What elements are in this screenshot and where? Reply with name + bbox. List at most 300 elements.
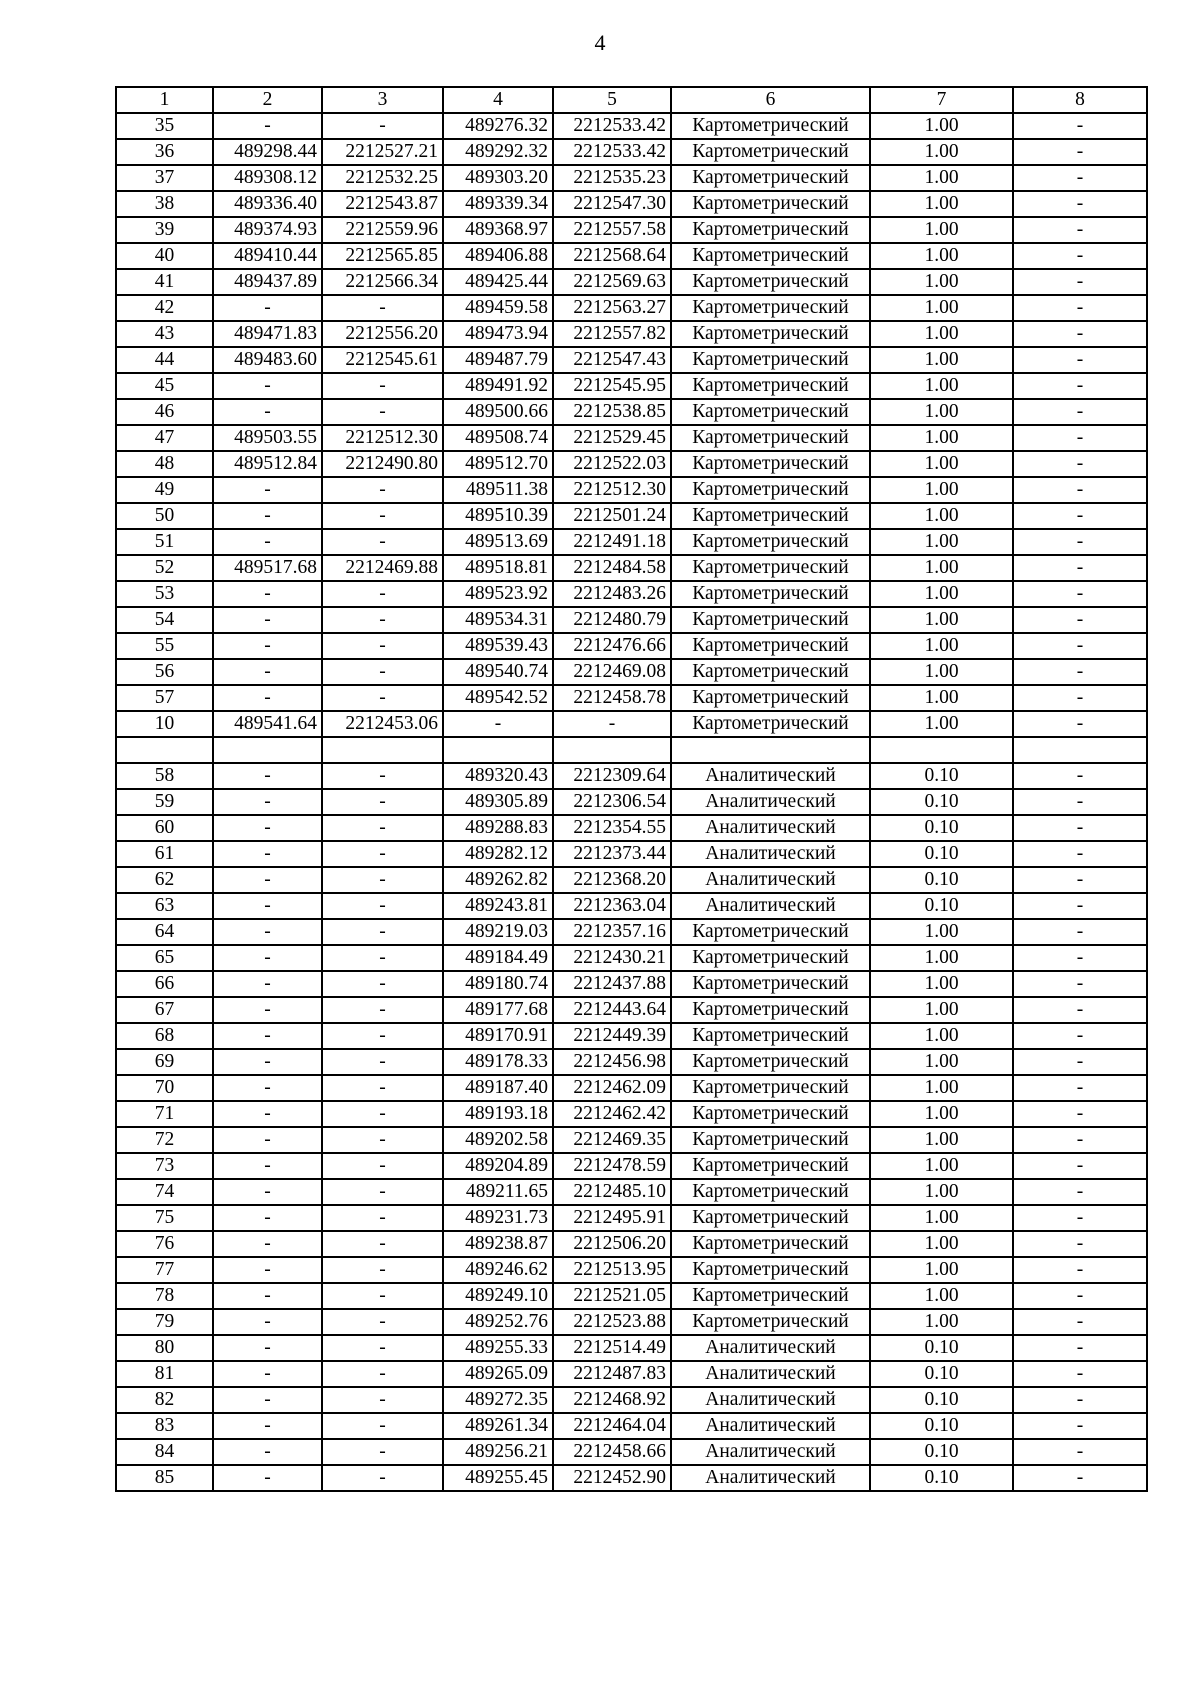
cell-method: Картометрический bbox=[671, 373, 870, 399]
cell-note: - bbox=[1013, 815, 1147, 841]
cell-new-x: 489170.91 bbox=[443, 1023, 553, 1049]
column-header: 1 bbox=[116, 87, 213, 113]
cell-old-y: - bbox=[322, 1205, 443, 1231]
cell-old-x: - bbox=[213, 1465, 322, 1491]
cell-method: Картометрический bbox=[671, 243, 870, 269]
cell-old-x: - bbox=[213, 1439, 322, 1465]
cell-note: - bbox=[1013, 1205, 1147, 1231]
cell-old-x: 489336.40 bbox=[213, 191, 322, 217]
cell-note: - bbox=[1013, 165, 1147, 191]
cell-new-y: 2212506.20 bbox=[553, 1231, 671, 1257]
cell-new-x: 489204.89 bbox=[443, 1153, 553, 1179]
cell-old-y: - bbox=[322, 295, 443, 321]
cell-new-x: 489265.09 bbox=[443, 1361, 553, 1387]
cell-accuracy: 0.10 bbox=[870, 1465, 1013, 1491]
cell-new-x: 489425.44 bbox=[443, 269, 553, 295]
cell-old-x: - bbox=[213, 1335, 322, 1361]
cell-new-y: 2212568.64 bbox=[553, 243, 671, 269]
table-row bbox=[116, 451, 1147, 477]
cell-accuracy: 1.00 bbox=[870, 425, 1013, 451]
cell-point-number: 80 bbox=[116, 1335, 213, 1361]
cell-point-number: 51 bbox=[116, 529, 213, 555]
cell-new-y: 2212557.82 bbox=[553, 321, 671, 347]
cell-accuracy: 0.10 bbox=[870, 1335, 1013, 1361]
column-header: 3 bbox=[322, 87, 443, 113]
cell-accuracy: 1.00 bbox=[870, 1205, 1013, 1231]
cell-point-number: 39 bbox=[116, 217, 213, 243]
cell-old-y: - bbox=[322, 113, 443, 139]
cell-note: - bbox=[1013, 659, 1147, 685]
cell-accuracy: 1.00 bbox=[870, 1023, 1013, 1049]
cell-old-y: 2212565.85 bbox=[322, 243, 443, 269]
table-row bbox=[116, 529, 1147, 555]
cell-accuracy: 0.10 bbox=[870, 867, 1013, 893]
cell-old-y: - bbox=[322, 945, 443, 971]
table-row bbox=[116, 789, 1147, 815]
cell-note: - bbox=[1013, 1231, 1147, 1257]
cell-point-number: 41 bbox=[116, 269, 213, 295]
cell-method: Картометрический bbox=[671, 945, 870, 971]
cell-note: - bbox=[1013, 425, 1147, 451]
cell-old-x: - bbox=[213, 971, 322, 997]
cell-old-y: - bbox=[322, 399, 443, 425]
table-row bbox=[116, 191, 1147, 217]
table-row bbox=[116, 503, 1147, 529]
cell-new-y: 2212462.42 bbox=[553, 1101, 671, 1127]
table-row bbox=[116, 217, 1147, 243]
cell-method: Картометрический bbox=[671, 1075, 870, 1101]
cell-note: - bbox=[1013, 1335, 1147, 1361]
cell-accuracy: 0.10 bbox=[870, 815, 1013, 841]
cell-note: - bbox=[1013, 347, 1147, 373]
cell-new-y: 2212452.90 bbox=[553, 1465, 671, 1491]
cell-new-y: 2212430.21 bbox=[553, 945, 671, 971]
cell-method: Картометрический bbox=[671, 1101, 870, 1127]
cell-method: Картометрический bbox=[671, 191, 870, 217]
cell-method: Картометрический bbox=[671, 425, 870, 451]
cell-new-y: 2212547.30 bbox=[553, 191, 671, 217]
cell-accuracy: 1.00 bbox=[870, 139, 1013, 165]
cell-old-y: - bbox=[322, 1309, 443, 1335]
cell-method: Картометрический bbox=[671, 1127, 870, 1153]
cell-accuracy: 1.00 bbox=[870, 555, 1013, 581]
cell-accuracy: 0.10 bbox=[870, 893, 1013, 919]
cell-method: Аналитический bbox=[671, 841, 870, 867]
cell-note: - bbox=[1013, 945, 1147, 971]
cell-old-x: 489308.12 bbox=[213, 165, 322, 191]
cell-new-y: 2212363.04 bbox=[553, 893, 671, 919]
cell-note: - bbox=[1013, 607, 1147, 633]
cell-new-x: 489513.69 bbox=[443, 529, 553, 555]
cell-old-y: - bbox=[322, 685, 443, 711]
cell-method: Картометрический bbox=[671, 399, 870, 425]
table-row bbox=[116, 425, 1147, 451]
cell-accuracy: 0.10 bbox=[870, 789, 1013, 815]
coordinates-table bbox=[115, 86, 1148, 1492]
cell-new-y: 2212480.79 bbox=[553, 607, 671, 633]
cell-accuracy: 1.00 bbox=[870, 919, 1013, 945]
cell-note: - bbox=[1013, 789, 1147, 815]
cell-accuracy bbox=[870, 737, 1013, 763]
cell-accuracy: 1.00 bbox=[870, 659, 1013, 685]
cell-note: - bbox=[1013, 1257, 1147, 1283]
cell-accuracy: 1.00 bbox=[870, 711, 1013, 737]
cell-old-x: - bbox=[213, 815, 322, 841]
cell-method: Картометрический bbox=[671, 477, 870, 503]
cell-old-y: - bbox=[322, 1335, 443, 1361]
table-row bbox=[116, 113, 1147, 139]
cell-new-y bbox=[553, 737, 671, 763]
cell-old-x: - bbox=[213, 1257, 322, 1283]
cell-method: Картометрический bbox=[671, 503, 870, 529]
cell-point-number: 78 bbox=[116, 1283, 213, 1309]
cell-method: Картометрический bbox=[671, 139, 870, 165]
cell-point-number: 79 bbox=[116, 1309, 213, 1335]
cell-new-x: 489261.34 bbox=[443, 1413, 553, 1439]
cell-method: Картометрический bbox=[671, 555, 870, 581]
cell-new-x: 489339.34 bbox=[443, 191, 553, 217]
cell-accuracy: 1.00 bbox=[870, 529, 1013, 555]
cell-method: Картометрический bbox=[671, 1205, 870, 1231]
cell-new-x: 489252.76 bbox=[443, 1309, 553, 1335]
cell-old-y: - bbox=[322, 1387, 443, 1413]
cell-new-y: 2212437.88 bbox=[553, 971, 671, 997]
table-row bbox=[116, 867, 1147, 893]
cell-point-number: 42 bbox=[116, 295, 213, 321]
cell-new-y: 2212468.92 bbox=[553, 1387, 671, 1413]
cell-point-number: 83 bbox=[116, 1413, 213, 1439]
cell-new-y: 2212456.98 bbox=[553, 1049, 671, 1075]
cell-new-x: 489540.74 bbox=[443, 659, 553, 685]
table-row bbox=[116, 1127, 1147, 1153]
cell-point-number: 48 bbox=[116, 451, 213, 477]
cell-old-y: - bbox=[322, 997, 443, 1023]
table-row bbox=[116, 685, 1147, 711]
cell-old-x: 489517.68 bbox=[213, 555, 322, 581]
cell-old-x: - bbox=[213, 685, 322, 711]
cell-old-y: 2212532.25 bbox=[322, 165, 443, 191]
cell-accuracy: 0.10 bbox=[870, 1361, 1013, 1387]
cell-new-x: 489305.89 bbox=[443, 789, 553, 815]
table-row bbox=[116, 737, 1147, 763]
cell-new-y: 2212485.10 bbox=[553, 1179, 671, 1205]
cell-old-x: - bbox=[213, 1361, 322, 1387]
cell-new-y: 2212523.88 bbox=[553, 1309, 671, 1335]
cell-note: - bbox=[1013, 1153, 1147, 1179]
cell-old-y: - bbox=[322, 867, 443, 893]
table-row bbox=[116, 893, 1147, 919]
cell-old-y: 2212490.80 bbox=[322, 451, 443, 477]
cell-old-y: - bbox=[322, 1023, 443, 1049]
cell-old-x: - bbox=[213, 503, 322, 529]
cell-accuracy: 1.00 bbox=[870, 347, 1013, 373]
cell-note: - bbox=[1013, 1465, 1147, 1491]
table-row bbox=[116, 1387, 1147, 1413]
cell-note: - bbox=[1013, 295, 1147, 321]
cell-point-number bbox=[116, 737, 213, 763]
cell-old-y: - bbox=[322, 893, 443, 919]
cell-new-x: 489177.68 bbox=[443, 997, 553, 1023]
cell-accuracy: 1.00 bbox=[870, 1153, 1013, 1179]
cell-point-number: 81 bbox=[116, 1361, 213, 1387]
cell-note: - bbox=[1013, 503, 1147, 529]
cell-old-y: - bbox=[322, 1257, 443, 1283]
cell-new-x: 489202.58 bbox=[443, 1127, 553, 1153]
column-header: 6 bbox=[671, 87, 870, 113]
cell-method: Аналитический bbox=[671, 1335, 870, 1361]
cell-new-y: 2212533.42 bbox=[553, 113, 671, 139]
cell-point-number: 52 bbox=[116, 555, 213, 581]
cell-old-y: 2212566.34 bbox=[322, 269, 443, 295]
cell-new-x: 489512.70 bbox=[443, 451, 553, 477]
cell-new-y: 2212521.05 bbox=[553, 1283, 671, 1309]
table-row bbox=[116, 1335, 1147, 1361]
column-header: 7 bbox=[870, 87, 1013, 113]
cell-new-y: 2212569.63 bbox=[553, 269, 671, 295]
cell-old-y: - bbox=[322, 1283, 443, 1309]
table-row bbox=[116, 1049, 1147, 1075]
cell-old-y: 2212559.96 bbox=[322, 217, 443, 243]
cell-old-y: - bbox=[322, 1049, 443, 1075]
cell-method: Картометрический bbox=[671, 1231, 870, 1257]
table-row bbox=[116, 1413, 1147, 1439]
cell-new-y: 2212563.27 bbox=[553, 295, 671, 321]
table-row bbox=[116, 763, 1147, 789]
cell-new-x: 489320.43 bbox=[443, 763, 553, 789]
cell-note: - bbox=[1013, 1049, 1147, 1075]
cell-note: - bbox=[1013, 1413, 1147, 1439]
cell-note: - bbox=[1013, 1075, 1147, 1101]
cell-old-x: - bbox=[213, 1127, 322, 1153]
cell-method: Картометрический bbox=[671, 711, 870, 737]
cell-new-y: 2212484.58 bbox=[553, 555, 671, 581]
cell-point-number: 60 bbox=[116, 815, 213, 841]
cell-new-y: 2212535.23 bbox=[553, 165, 671, 191]
table-row bbox=[116, 659, 1147, 685]
cell-accuracy: 1.00 bbox=[870, 1049, 1013, 1075]
cell-accuracy: 1.00 bbox=[870, 373, 1013, 399]
cell-old-y: - bbox=[322, 477, 443, 503]
cell-new-y: 2212478.59 bbox=[553, 1153, 671, 1179]
cell-old-x: - bbox=[213, 477, 322, 503]
cell-new-x: 489303.20 bbox=[443, 165, 553, 191]
cell-point-number: 63 bbox=[116, 893, 213, 919]
table-row bbox=[116, 1309, 1147, 1335]
cell-point-number: 55 bbox=[116, 633, 213, 659]
cell-new-x: 489487.79 bbox=[443, 347, 553, 373]
cell-accuracy: 1.00 bbox=[870, 217, 1013, 243]
cell-new-x: 489246.62 bbox=[443, 1257, 553, 1283]
cell-method: Картометрический bbox=[671, 321, 870, 347]
cell-point-number: 71 bbox=[116, 1101, 213, 1127]
cell-accuracy: 0.10 bbox=[870, 1413, 1013, 1439]
cell-old-y bbox=[322, 737, 443, 763]
cell-old-y: - bbox=[322, 373, 443, 399]
cell-old-y: 2212543.87 bbox=[322, 191, 443, 217]
cell-old-x bbox=[213, 737, 322, 763]
table-row bbox=[116, 373, 1147, 399]
cell-accuracy: 1.00 bbox=[870, 1309, 1013, 1335]
cell-accuracy: 1.00 bbox=[870, 971, 1013, 997]
cell-point-number: 68 bbox=[116, 1023, 213, 1049]
cell-old-x: 489512.84 bbox=[213, 451, 322, 477]
cell-accuracy: 1.00 bbox=[870, 503, 1013, 529]
cell-new-y: 2212368.20 bbox=[553, 867, 671, 893]
cell-old-x: - bbox=[213, 1205, 322, 1231]
cell-old-x: - bbox=[213, 1387, 322, 1413]
cell-accuracy: 1.00 bbox=[870, 165, 1013, 191]
cell-old-y: - bbox=[322, 1465, 443, 1491]
cell-old-x: 489410.44 bbox=[213, 243, 322, 269]
cell-accuracy: 1.00 bbox=[870, 1283, 1013, 1309]
cell-point-number: 65 bbox=[116, 945, 213, 971]
cell-new-x: 489406.88 bbox=[443, 243, 553, 269]
table-row bbox=[116, 919, 1147, 945]
table-row bbox=[116, 1283, 1147, 1309]
cell-old-x: - bbox=[213, 1075, 322, 1101]
cell-point-number: 56 bbox=[116, 659, 213, 685]
cell-point-number: 69 bbox=[116, 1049, 213, 1075]
cell-new-y: 2212545.95 bbox=[553, 373, 671, 399]
cell-note: - bbox=[1013, 1309, 1147, 1335]
cell-point-number: 75 bbox=[116, 1205, 213, 1231]
cell-accuracy: 1.00 bbox=[870, 1127, 1013, 1153]
cell-note: - bbox=[1013, 763, 1147, 789]
cell-old-x: - bbox=[213, 867, 322, 893]
cell-accuracy: 1.00 bbox=[870, 191, 1013, 217]
table-row bbox=[116, 1101, 1147, 1127]
cell-method: Картометрический bbox=[671, 607, 870, 633]
cell-note: - bbox=[1013, 399, 1147, 425]
table-row bbox=[116, 347, 1147, 373]
table-row bbox=[116, 607, 1147, 633]
cell-accuracy: 1.00 bbox=[870, 243, 1013, 269]
cell-new-x: 489178.33 bbox=[443, 1049, 553, 1075]
cell-method: Картометрический bbox=[671, 581, 870, 607]
cell-old-x: - bbox=[213, 1179, 322, 1205]
cell-point-number: 73 bbox=[116, 1153, 213, 1179]
cell-new-x: 489282.12 bbox=[443, 841, 553, 867]
cell-note: - bbox=[1013, 477, 1147, 503]
cell-new-y: 2212512.30 bbox=[553, 477, 671, 503]
cell-new-y: 2212495.91 bbox=[553, 1205, 671, 1231]
cell-method: Аналитический bbox=[671, 1413, 870, 1439]
cell-old-y: - bbox=[322, 607, 443, 633]
cell-new-x: 489534.31 bbox=[443, 607, 553, 633]
cell-old-y: 2212545.61 bbox=[322, 347, 443, 373]
cell-method: Картометрический bbox=[671, 113, 870, 139]
cell-new-y: 2212547.43 bbox=[553, 347, 671, 373]
cell-note: - bbox=[1013, 581, 1147, 607]
table-row bbox=[116, 243, 1147, 269]
cell-new-x: 489292.32 bbox=[443, 139, 553, 165]
cell-accuracy: 1.00 bbox=[870, 295, 1013, 321]
cell-new-x bbox=[443, 737, 553, 763]
cell-note: - bbox=[1013, 867, 1147, 893]
cell-old-y: - bbox=[322, 1127, 443, 1153]
cell-new-x: 489511.38 bbox=[443, 477, 553, 503]
cell-old-y: - bbox=[322, 633, 443, 659]
cell-accuracy: 1.00 bbox=[870, 607, 1013, 633]
cell-old-y: 2212512.30 bbox=[322, 425, 443, 451]
cell-note: - bbox=[1013, 191, 1147, 217]
column-header: 4 bbox=[443, 87, 553, 113]
cell-old-x: - bbox=[213, 1049, 322, 1075]
table-row bbox=[116, 1153, 1147, 1179]
cell-old-y: - bbox=[322, 659, 443, 685]
table-row bbox=[116, 1231, 1147, 1257]
cell-method: Картометрический bbox=[671, 971, 870, 997]
cell-old-x: - bbox=[213, 841, 322, 867]
cell-old-x: - bbox=[213, 295, 322, 321]
cell-new-y: 2212449.39 bbox=[553, 1023, 671, 1049]
cell-new-x: 489180.74 bbox=[443, 971, 553, 997]
cell-note: - bbox=[1013, 451, 1147, 477]
cell-new-y: 2212306.54 bbox=[553, 789, 671, 815]
cell-accuracy: 0.10 bbox=[870, 1387, 1013, 1413]
cell-point-number: 40 bbox=[116, 243, 213, 269]
cell-accuracy: 1.00 bbox=[870, 399, 1013, 425]
cell-new-y: 2212469.08 bbox=[553, 659, 671, 685]
table-header-row bbox=[116, 87, 1147, 113]
cell-new-y: 2212538.85 bbox=[553, 399, 671, 425]
cell-point-number: 61 bbox=[116, 841, 213, 867]
table-row bbox=[116, 997, 1147, 1023]
cell-old-x: - bbox=[213, 789, 322, 815]
table-row bbox=[116, 841, 1147, 867]
cell-new-x: 489473.94 bbox=[443, 321, 553, 347]
cell-old-y: - bbox=[322, 529, 443, 555]
cell-new-x: 489500.66 bbox=[443, 399, 553, 425]
table-row bbox=[116, 1257, 1147, 1283]
cell-new-x: 489243.81 bbox=[443, 893, 553, 919]
cell-accuracy: 1.00 bbox=[870, 685, 1013, 711]
cell-old-y: - bbox=[322, 841, 443, 867]
cell-old-x: - bbox=[213, 1309, 322, 1335]
cell-accuracy: 1.00 bbox=[870, 451, 1013, 477]
table-row bbox=[116, 321, 1147, 347]
table-row bbox=[116, 1075, 1147, 1101]
cell-new-x: 489238.87 bbox=[443, 1231, 553, 1257]
cell-new-y: 2212522.03 bbox=[553, 451, 671, 477]
cell-old-y: - bbox=[322, 1439, 443, 1465]
cell-new-y: 2212464.04 bbox=[553, 1413, 671, 1439]
cell-note: - bbox=[1013, 243, 1147, 269]
cell-method: Картометрический bbox=[671, 217, 870, 243]
cell-point-number: 84 bbox=[116, 1439, 213, 1465]
cell-old-x: - bbox=[213, 581, 322, 607]
cell-old-y: 2212527.21 bbox=[322, 139, 443, 165]
cell-accuracy: 0.10 bbox=[870, 841, 1013, 867]
cell-new-y: 2212514.49 bbox=[553, 1335, 671, 1361]
cell-new-y: 2212483.26 bbox=[553, 581, 671, 607]
cell-method: Картометрический bbox=[671, 269, 870, 295]
cell-accuracy: 1.00 bbox=[870, 477, 1013, 503]
cell-old-x: - bbox=[213, 763, 322, 789]
cell-new-y: 2212476.66 bbox=[553, 633, 671, 659]
cell-accuracy: 1.00 bbox=[870, 321, 1013, 347]
cell-note: - bbox=[1013, 113, 1147, 139]
cell-new-x: 489255.45 bbox=[443, 1465, 553, 1491]
cell-new-x: 489184.49 bbox=[443, 945, 553, 971]
cell-new-x: 489539.43 bbox=[443, 633, 553, 659]
cell-point-number: 58 bbox=[116, 763, 213, 789]
cell-new-x: 489262.82 bbox=[443, 867, 553, 893]
table-row bbox=[116, 971, 1147, 997]
cell-method: Аналитический bbox=[671, 1465, 870, 1491]
cell-old-y: - bbox=[322, 1153, 443, 1179]
cell-point-number: 85 bbox=[116, 1465, 213, 1491]
